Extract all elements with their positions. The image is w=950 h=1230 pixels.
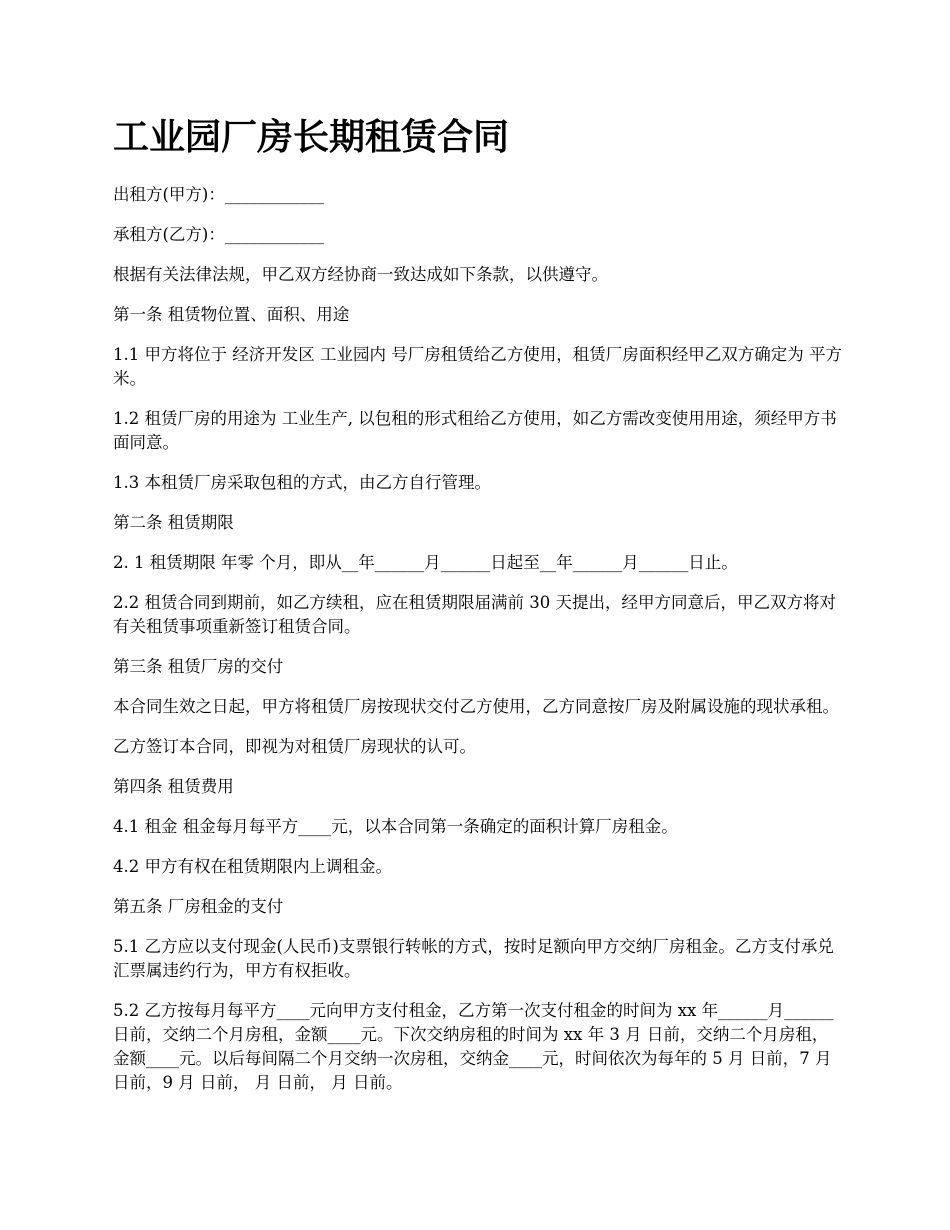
lessor-line: 出租方(甲方)：____________ (113, 185, 324, 204)
article-4-heading: 第四条 租赁费用 (113, 777, 234, 796)
article-2-heading: 第二条 租赁期限 (113, 513, 234, 532)
clause-5-1: 5.1 乙方应以支付现金(人民币)支票银行转帐的方式，按时足额向甲方交纳厂房租金。乙方支付承兑汇票属违约行为，甲方有权拒收。 (113, 937, 834, 980)
clause-2-1: 2. 1 租赁期限 年零 个月，即从__年______月______日起至__年______月______日止。 (113, 553, 738, 572)
article-1-heading: 第一条 租赁物位置、面积、用途 (113, 305, 350, 324)
article-5-heading: 第五条 厂房租金的支付 (113, 897, 284, 916)
document-title: 工业园厂房长期租赁合同 (113, 117, 510, 157)
clause-4-1: 4.1 租金 租金每月每平方____元，以本合同第一条确定的面积计算厂房租金。 (113, 817, 678, 836)
article-3-heading: 第三条 租赁厂房的交付 (113, 657, 284, 676)
document-page (113, 113, 843, 1111)
clause-1-3: 1.3 本租赁厂房采取包租的方式，由乙方自行管理。 (113, 473, 491, 492)
clause-3-2: 乙方签订本合同，即视为对租赁厂房现状的认可。 (113, 737, 476, 756)
clause-1-1: 1.1 甲方将位于 经济开发区 工业园内 号厂房租赁给乙方使用，租赁厂房面积经甲乙双方确定为 平方米。 (113, 345, 842, 388)
clause-2-2: 2.2 租赁合同到期前，如乙方续租，应在租赁期限届满前 30 天提出，经甲方同意后，甲乙双方将对有关租赁事项重新签订租赁合同。 (113, 593, 836, 636)
lessee-line: 承租方(乙方)：____________ (113, 225, 324, 244)
clause-1-2: 1.2 租赁厂房的用途为 工业生产, 以包租的形式租给乙方使用，如乙方需改变使用用途，须经甲方书面同意。 (113, 409, 837, 452)
clause-5-2: 5.2 乙方按每月每平方____元向甲方支付租金，乙方第一次支付租金的时间为 xx 年______月______日前，交纳二个月房租，金额____元。下次交纳房租的时间为 xx 年 3 月 日前，交纳二个月房租，金额____元。以后每间隔二个月交纳一次房租，交纳金____元，时间依次为每年的 5 月 日前，7 月 日前，9 月 日前， 月 日前， 月 日前。 (113, 1001, 834, 1092)
clause-3-1: 本合同生效之日起，甲方将租赁厂房按现状交付乙方使用，乙方同意按厂房及附属设施的现状承租。 (113, 697, 839, 716)
clause-4-2: 4.2 甲方有权在租赁期限内上调租金。 (113, 857, 392, 876)
preamble: 根据有关法律法规，甲乙双方经协商一致达成如下条款，以供遵守。 (113, 265, 608, 284)
